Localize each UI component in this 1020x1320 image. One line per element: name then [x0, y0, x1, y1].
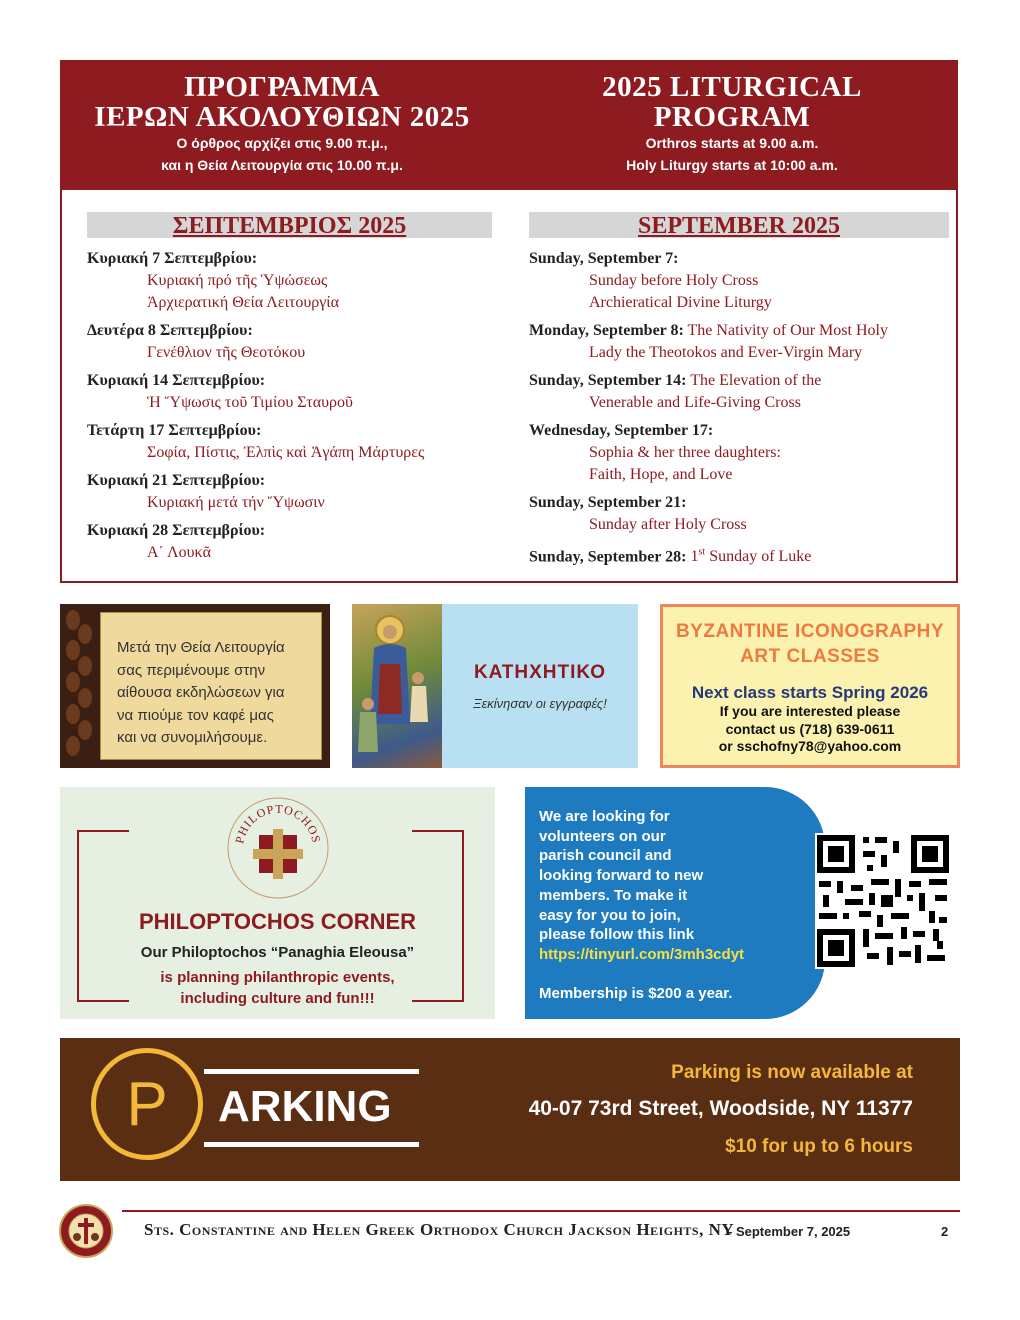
- entry-inline-text: Sunday of Luke: [709, 548, 812, 566]
- greek-title-line-2: ΙΕΡΩΝ ΑΚΟΛΟΥΘΙΩΝ 2025: [94, 101, 470, 133]
- english-entry-inline: [691, 548, 812, 565]
- footer-rule: [122, 1210, 960, 1212]
- english-entry-inline: The Elevation of the: [690, 372, 822, 389]
- philoptochos-line-2: is planning philanthropic events,: [160, 969, 395, 986]
- greek-entry: [87, 320, 507, 364]
- coffee-line: αίθουσα εκδηλώσεων για: [117, 684, 285, 701]
- greek-entry: [87, 520, 507, 564]
- english-entry: [529, 320, 954, 364]
- english-entry-day: Sunday, September 28:: [529, 548, 687, 566]
- greek-entry-day: Τετάρτη 17 Σεπτεμβρίου:: [87, 422, 262, 439]
- english-sub-line-1: Orthros starts at 9.00 a.m.: [645, 135, 819, 151]
- english-entry: [529, 370, 954, 414]
- greek-entry-line: Κυριακή πρό τῆς Ὑψώσεως: [147, 272, 328, 289]
- parking-rule-bottom: [204, 1142, 419, 1147]
- volunteer-line: looking forward to new: [539, 867, 704, 885]
- iconography-classes-box: [660, 604, 960, 768]
- coffee-line: να πιούμε τον καφέ μας: [117, 706, 274, 724]
- english-title-line-2: PROGRAM: [653, 101, 811, 133]
- english-entry-line: Lady the Theotokos and Ever-Virgin Mary: [589, 344, 863, 361]
- greek-entry: [87, 470, 507, 514]
- greek-sub-line-1: Ο όρθρος αρχίζει στις 9.00 π.μ.,: [176, 135, 388, 151]
- qr-code-icon[interactable]: [815, 833, 951, 969]
- catechism-subtitle: Ξεκίνησαν οι εγγραφές!: [473, 696, 607, 711]
- coffee-line: και να συνομιλήσουμε.: [117, 729, 268, 746]
- greek-header: [72, 72, 492, 176]
- next-class-notice: Next class starts Spring 2026: [691, 683, 929, 702]
- philoptochos-title: PHILOPTOCHOS CORNER: [138, 909, 417, 934]
- membership-fee: Membership is $200 a year.: [539, 984, 733, 1002]
- greek-entry-line: Κυριακή μετά τήν Ὕψωσιν: [147, 494, 325, 511]
- iconography-phone: contact us (718) 639-0611: [725, 720, 895, 737]
- greek-entry-line: Ἡ Ὕψωσις τοῦ Τιμίου Σταυροῦ: [147, 394, 353, 411]
- philoptochos-logo-text: PHILOPTOCHOS: [232, 801, 324, 845]
- parking-banner: [60, 1038, 960, 1181]
- english-entry: [529, 248, 954, 314]
- english-month-heading: SEPTEMBER 2025: [529, 212, 949, 238]
- liturgical-program-box: [60, 60, 958, 583]
- parking-available: Parking is now available at: [671, 1062, 913, 1083]
- volunteer-panel: [525, 787, 825, 1019]
- greek-entry-line: Ἀρχιερατική Θεία Λειτουργία: [147, 294, 339, 311]
- english-entry: [529, 420, 954, 486]
- iconography-title-line-1: BYZANTINE ICONOGRAPHY: [675, 621, 945, 642]
- iconography-title: [663, 619, 957, 669]
- ordinal-number: 1: [690, 548, 699, 566]
- english-entry-line: Venerable and Life-Giving Cross: [589, 394, 801, 411]
- page-number: 2: [941, 1224, 949, 1239]
- english-sub-line-2: Holy Liturgy starts at 10:00 a.m.: [626, 157, 838, 173]
- english-entry-line: Sunday after Holy Cross: [589, 516, 747, 533]
- parking-rule-top: [204, 1069, 419, 1074]
- greek-entry-day: Κυριακή 21 Σεπτεμβρίου:: [87, 472, 266, 489]
- greek-entry: [87, 248, 507, 314]
- philoptochos-box: [60, 787, 495, 1019]
- philoptochos-message: [60, 967, 495, 1009]
- philoptochos-line-3: including culture and fun!!!: [180, 990, 375, 1007]
- english-entry-day: Sunday, September 14:: [529, 372, 687, 389]
- greek-entry: [87, 420, 507, 464]
- english-entry-day: Sunday, September 7:: [529, 250, 679, 267]
- parish-council-volunteer-box: [525, 787, 960, 1019]
- english-entry: [529, 492, 954, 536]
- greek-entry-day: Κυριακή 7 Σεπτεμβρίου:: [87, 250, 258, 267]
- greek-entry-day: Κυριακή 28 Σεπτεμβρίου:: [87, 522, 266, 539]
- english-entry-line: Sunday before Holy Cross: [589, 272, 759, 289]
- english-entry-inline: The Nativity of Our Most Holy: [687, 322, 888, 339]
- greek-entry: [87, 370, 507, 414]
- parking-word: ARKING: [218, 1082, 392, 1131]
- volunteer-line: parish council and: [539, 847, 672, 865]
- footer-church-name: Sts. Constantine and Helen Greek Orthodox Church Jackson Heights, NY: [144, 1220, 735, 1239]
- english-entry-day: Sunday, September 21:: [529, 494, 687, 511]
- english-entry-line: Archieratical Divine Liturgy: [589, 294, 772, 311]
- volunteer-line: please follow this link: [539, 926, 695, 944]
- english-title-line-1: 2025 LITURGICAL: [602, 71, 862, 103]
- philoptochos-logo: [225, 795, 331, 901]
- catechism-title: ΚΑΤΗΧΗΤΙΚΟ: [473, 662, 607, 683]
- philoptochos-line-1: Our Philoptochos “Panaghia Eleousa”: [140, 944, 415, 961]
- footer-date: - September 7, 2025: [728, 1224, 851, 1239]
- parking-address: 40-07 73rd Street, Woodside, NY 11377: [528, 1097, 913, 1120]
- catechism-box: [352, 604, 638, 768]
- coffee-card: [100, 612, 322, 760]
- parking-p-icon: P: [91, 1048, 203, 1160]
- english-header: [512, 72, 952, 176]
- greek-entry-line: Α΄ Λουκᾶ: [147, 544, 211, 561]
- greek-entry-line: Γενέθλιον τῆς Θεοτόκου: [147, 344, 306, 361]
- volunteer-line: members. To make it: [539, 886, 688, 904]
- greek-sub-line-2: και η Θεία Λειτουργία στις 10.00 π.μ.: [161, 157, 403, 173]
- coffee-message: [117, 637, 317, 750]
- parking-price: $10 for up to 6 hours: [725, 1136, 913, 1157]
- volunteer-message: [539, 807, 779, 1003]
- coffee-line: σας περιμένουμε στην: [117, 661, 266, 679]
- volunteer-line: We are looking for: [539, 808, 670, 825]
- ordinal-suffix: st: [698, 547, 706, 558]
- english-schedule: [529, 248, 954, 574]
- english-entry-day: Wednesday, September 17:: [529, 422, 714, 439]
- iconography-email[interactable]: or sschofny78@yahoo.com: [718, 738, 902, 754]
- greek-entry-line: Σοφία, Πίστις, Ἐλπὶς καὶ Ἀγάπη Μάρτυρες: [147, 444, 425, 461]
- iconography-line: If you are interested please: [719, 703, 901, 719]
- greek-schedule: [87, 248, 507, 570]
- coffee-hour-box: [60, 604, 330, 768]
- iconography-contact: [663, 703, 957, 756]
- english-entry-day: Monday, September 8:: [529, 322, 684, 339]
- church-seal-icon: [59, 1204, 113, 1258]
- volunteer-line: easy for you to join,: [539, 906, 681, 924]
- english-entry-line: Faith, Hope, and Love: [589, 466, 733, 483]
- program-header: [62, 62, 956, 190]
- christ-with-children-icon: [352, 604, 442, 768]
- english-entry-line: Sophia & her three daughters:: [589, 444, 781, 461]
- coffee-line: Μετά την Θεία Λειτουργία: [117, 639, 285, 656]
- greek-entry-day: Δευτέρα 8 Σεπτεμβρίου:: [87, 322, 253, 339]
- greek-month-heading: ΣΕΠΤΕΜΒΡΙΟΣ 2025: [87, 212, 492, 238]
- greek-title-line-1: ΠΡΟΓΡΑΜΜΑ: [184, 71, 380, 103]
- volunteer-line: volunteers on our: [539, 827, 666, 845]
- greek-entry-day: Κυριακή 14 Σεπτεμβρίου:: [87, 372, 266, 389]
- english-entry: [529, 542, 954, 568]
- signup-link[interactable]: https://tinyurl.com/3mh3cdyt: [539, 945, 745, 963]
- iconography-title-line-2: ART CLASSES: [740, 646, 880, 667]
